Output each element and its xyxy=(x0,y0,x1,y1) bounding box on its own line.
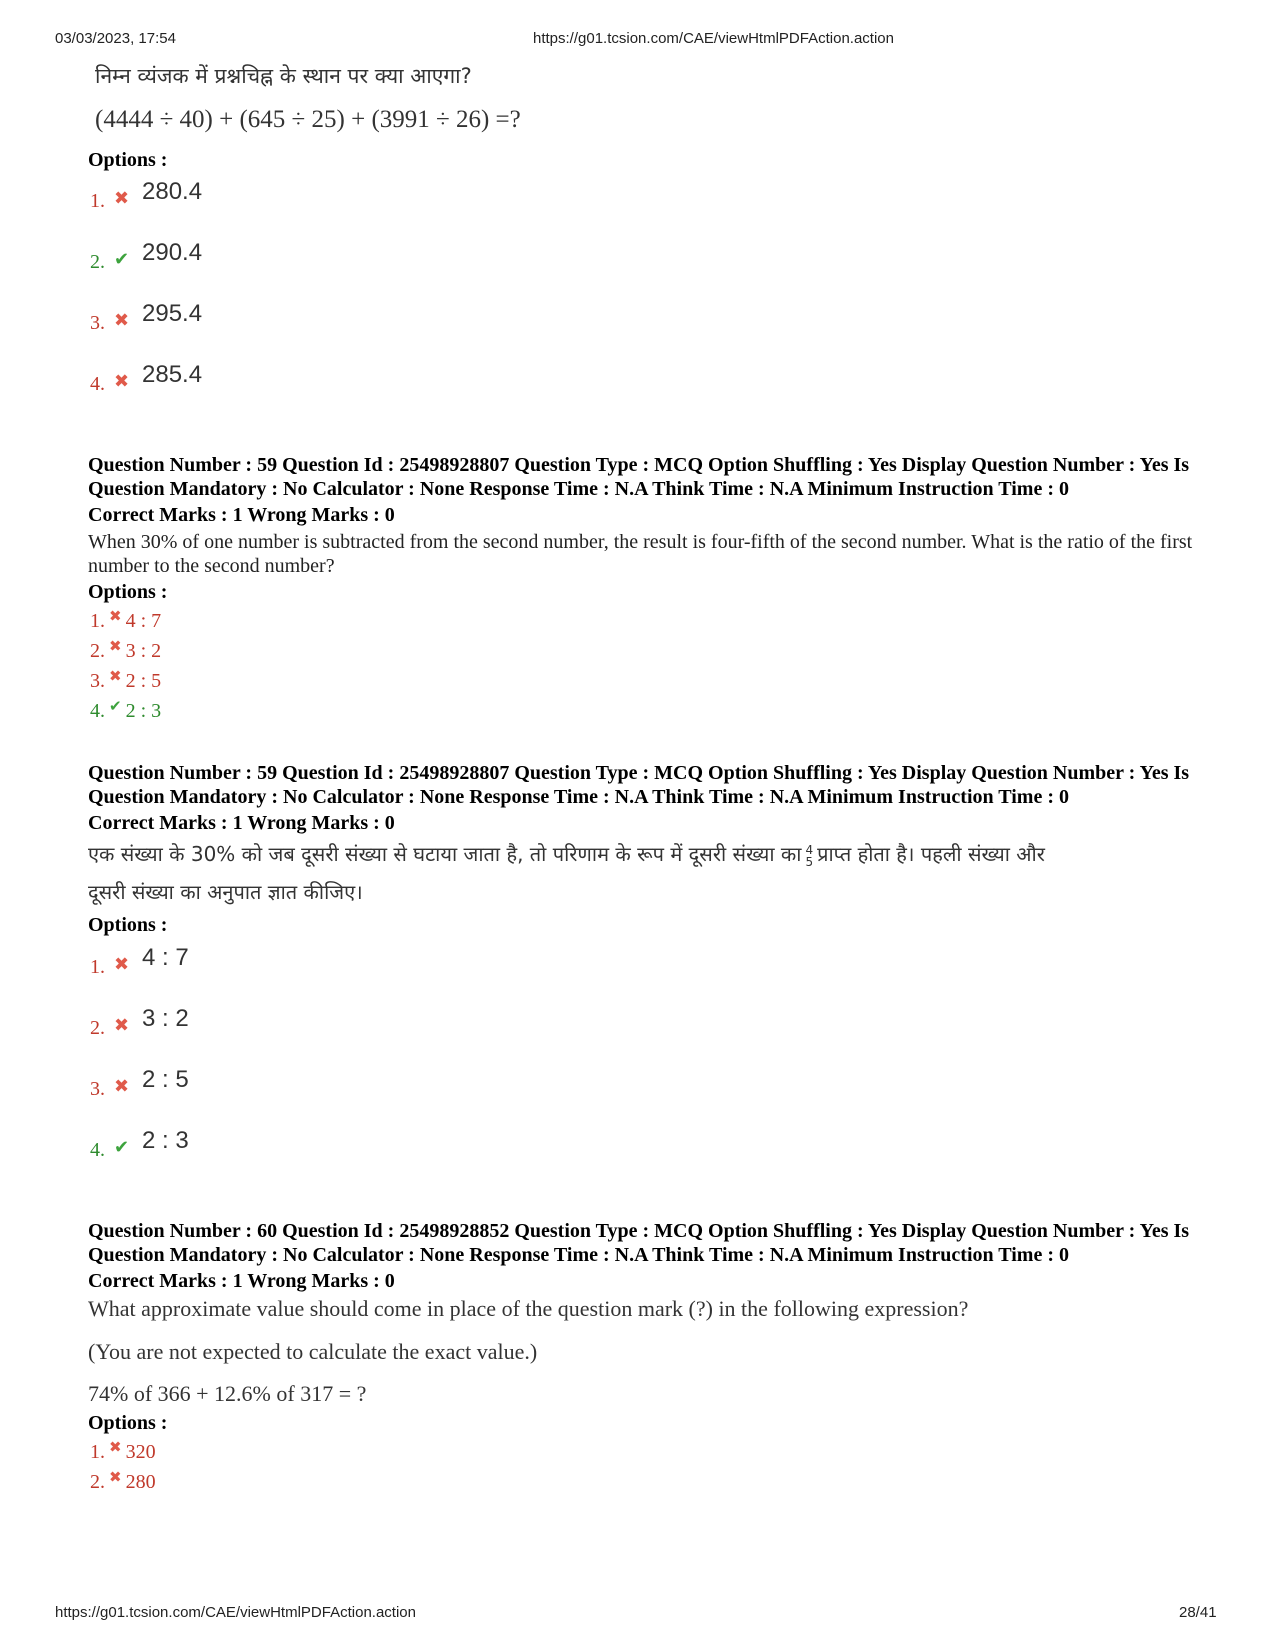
page-number: 28/41 xyxy=(1179,1604,1217,1621)
cross-icon: ✖ xyxy=(109,637,122,655)
cross-icon: ✖ xyxy=(109,667,122,685)
q58-hindi-question: निम्न व्यंजक में प्रश्नचिह्न के स्थान पर क्या आएगा? xyxy=(95,64,472,88)
q59-en-option-2 xyxy=(90,637,162,663)
option-number: 1. xyxy=(90,956,105,978)
print-header-url[interactable]: https://g01.tcsion.com/CAE/viewHtmlPDFAction.action xyxy=(533,30,894,47)
option-value: 2 : 5 xyxy=(125,670,162,692)
option-value: 3 : 2 xyxy=(125,640,162,662)
q60-en-option-2 xyxy=(90,1468,156,1494)
option-value: 2 : 5 xyxy=(142,1066,189,1093)
option-number: 3. xyxy=(90,312,105,334)
question-text-part2: प्राप्त होता है। पहली संख्या और xyxy=(817,842,1045,866)
q60-en-meta: Question Number : 60 Question Id : 25498928852 Question Type : MCQ Option Shuffling : Yes Display Question Number : Yes Is Question Mandatory : No Calculator : None Response Time : N.A Think Time : N.A Minimum Instruction Time : 0 xyxy=(88,1220,1190,1266)
cross-icon: ✖ xyxy=(114,371,130,392)
option-number: 1. xyxy=(90,1441,105,1463)
fraction-denominator: 5 xyxy=(805,854,814,869)
option-value: 280 xyxy=(125,1471,156,1493)
option-number: 3. xyxy=(90,670,105,692)
q60-en-options-label: Options : xyxy=(88,1412,168,1434)
q59-en-meta: Question Number : 59 Question Id : 25498928807 Question Type : MCQ Option Shuffling : Yes Display Question Number : Yes Is Question Mandatory : No Calculator : None Response Time : N.A Think Time : N.A Minimum Instruction Time : 0 xyxy=(88,454,1190,500)
cross-icon: ✖ xyxy=(114,310,130,331)
q59-hindi-question xyxy=(88,840,1045,868)
cross-icon: ✖ xyxy=(114,1076,130,1097)
q59-en-option-3 xyxy=(90,667,162,693)
option-number: 2. xyxy=(90,1017,105,1039)
option-value: 3 : 2 xyxy=(142,1005,189,1032)
check-icon: ✔ xyxy=(114,1137,130,1158)
q60-en-option-1 xyxy=(90,1438,156,1464)
q60-en-question-line1: What approximate value should come in place of the question mark (?) in the following expression? xyxy=(88,1296,969,1321)
q59-hindi-options-label: Options : xyxy=(88,914,168,936)
q59-hindi-question-line2: दूसरी संख्या का अनुपात ज्ञात कीजिए। xyxy=(88,880,363,904)
q59-en-option-1 xyxy=(90,607,162,633)
option-value: 2 : 3 xyxy=(125,700,162,722)
q59-hindi-meta: Question Number : 59 Question Id : 25498928807 Question Type : MCQ Option Shuffling : Yes Display Question Number : Yes Is Question Mandatory : No Calculator : None Response Time : N.A Think Time : N.A Minimum Instruction Time : 0 xyxy=(88,762,1190,808)
option-number: 4. xyxy=(90,1139,105,1161)
cross-icon: ✖ xyxy=(114,188,130,209)
option-value: 285.4 xyxy=(142,361,203,388)
q60-en-expression: 74% of 366 + 12.6% of 317 = ? xyxy=(88,1381,367,1406)
fraction xyxy=(805,844,813,868)
option-number: 1. xyxy=(90,190,105,212)
option-number: 2. xyxy=(90,251,105,273)
cross-icon: ✖ xyxy=(109,607,122,625)
option-number: 2. xyxy=(90,1471,105,1493)
q59-en-marks: Correct Marks : 1 Wrong Marks : 0 xyxy=(88,504,395,526)
question-text-part1: एक संख्या के 30% को जब दूसरी संख्या से घटाया जाता है, तो परिणाम के रूप में दूसरी संख्या का xyxy=(88,842,802,866)
cross-icon: ✖ xyxy=(109,1468,122,1486)
q58-hindi-expression: (4444 ÷ 40) + (645 ÷ 25) + (3991 ÷ 26) =? xyxy=(95,106,521,133)
q60-en-question-line2: (You are not expected to calculate the exact value.) xyxy=(88,1339,538,1364)
option-value: 295.4 xyxy=(142,300,203,327)
cross-icon: ✖ xyxy=(114,1015,130,1036)
option-number: 4. xyxy=(90,373,105,395)
option-value: 4 : 7 xyxy=(142,944,189,971)
q59-hindi-marks: Correct Marks : 1 Wrong Marks : 0 xyxy=(88,812,395,834)
option-number: 4. xyxy=(90,700,105,722)
option-value: 2 : 3 xyxy=(142,1127,189,1154)
check-icon: ✔ xyxy=(114,249,130,270)
print-footer-url[interactable]: https://g01.tcsion.com/CAE/viewHtmlPDFAction.action xyxy=(55,1604,416,1621)
q60-en-marks: Correct Marks : 1 Wrong Marks : 0 xyxy=(88,1270,395,1292)
q58-options-label: Options : xyxy=(88,149,168,171)
cross-icon: ✖ xyxy=(109,1438,122,1456)
q59-en-options-label: Options : xyxy=(88,581,168,603)
fraction-numerator: 4 xyxy=(805,842,814,857)
option-value: 290.4 xyxy=(142,239,203,266)
option-number: 2. xyxy=(90,640,105,662)
option-number: 1. xyxy=(90,610,105,632)
option-value: 4 : 7 xyxy=(125,610,162,632)
cross-icon: ✖ xyxy=(114,954,130,975)
option-number: 3. xyxy=(90,1078,105,1100)
check-icon: ✔ xyxy=(109,697,122,715)
q59-en-option-4 xyxy=(90,697,162,723)
q59-en-question: When 30% of one number is subtracted from the second number, the result is four-fifth of the second number. What is the ratio of the first number to the second number? xyxy=(88,531,1193,577)
print-datetime: 03/03/2023, 17:54 xyxy=(55,30,176,47)
option-value: 320 xyxy=(125,1441,156,1463)
option-value: 280.4 xyxy=(142,178,203,205)
